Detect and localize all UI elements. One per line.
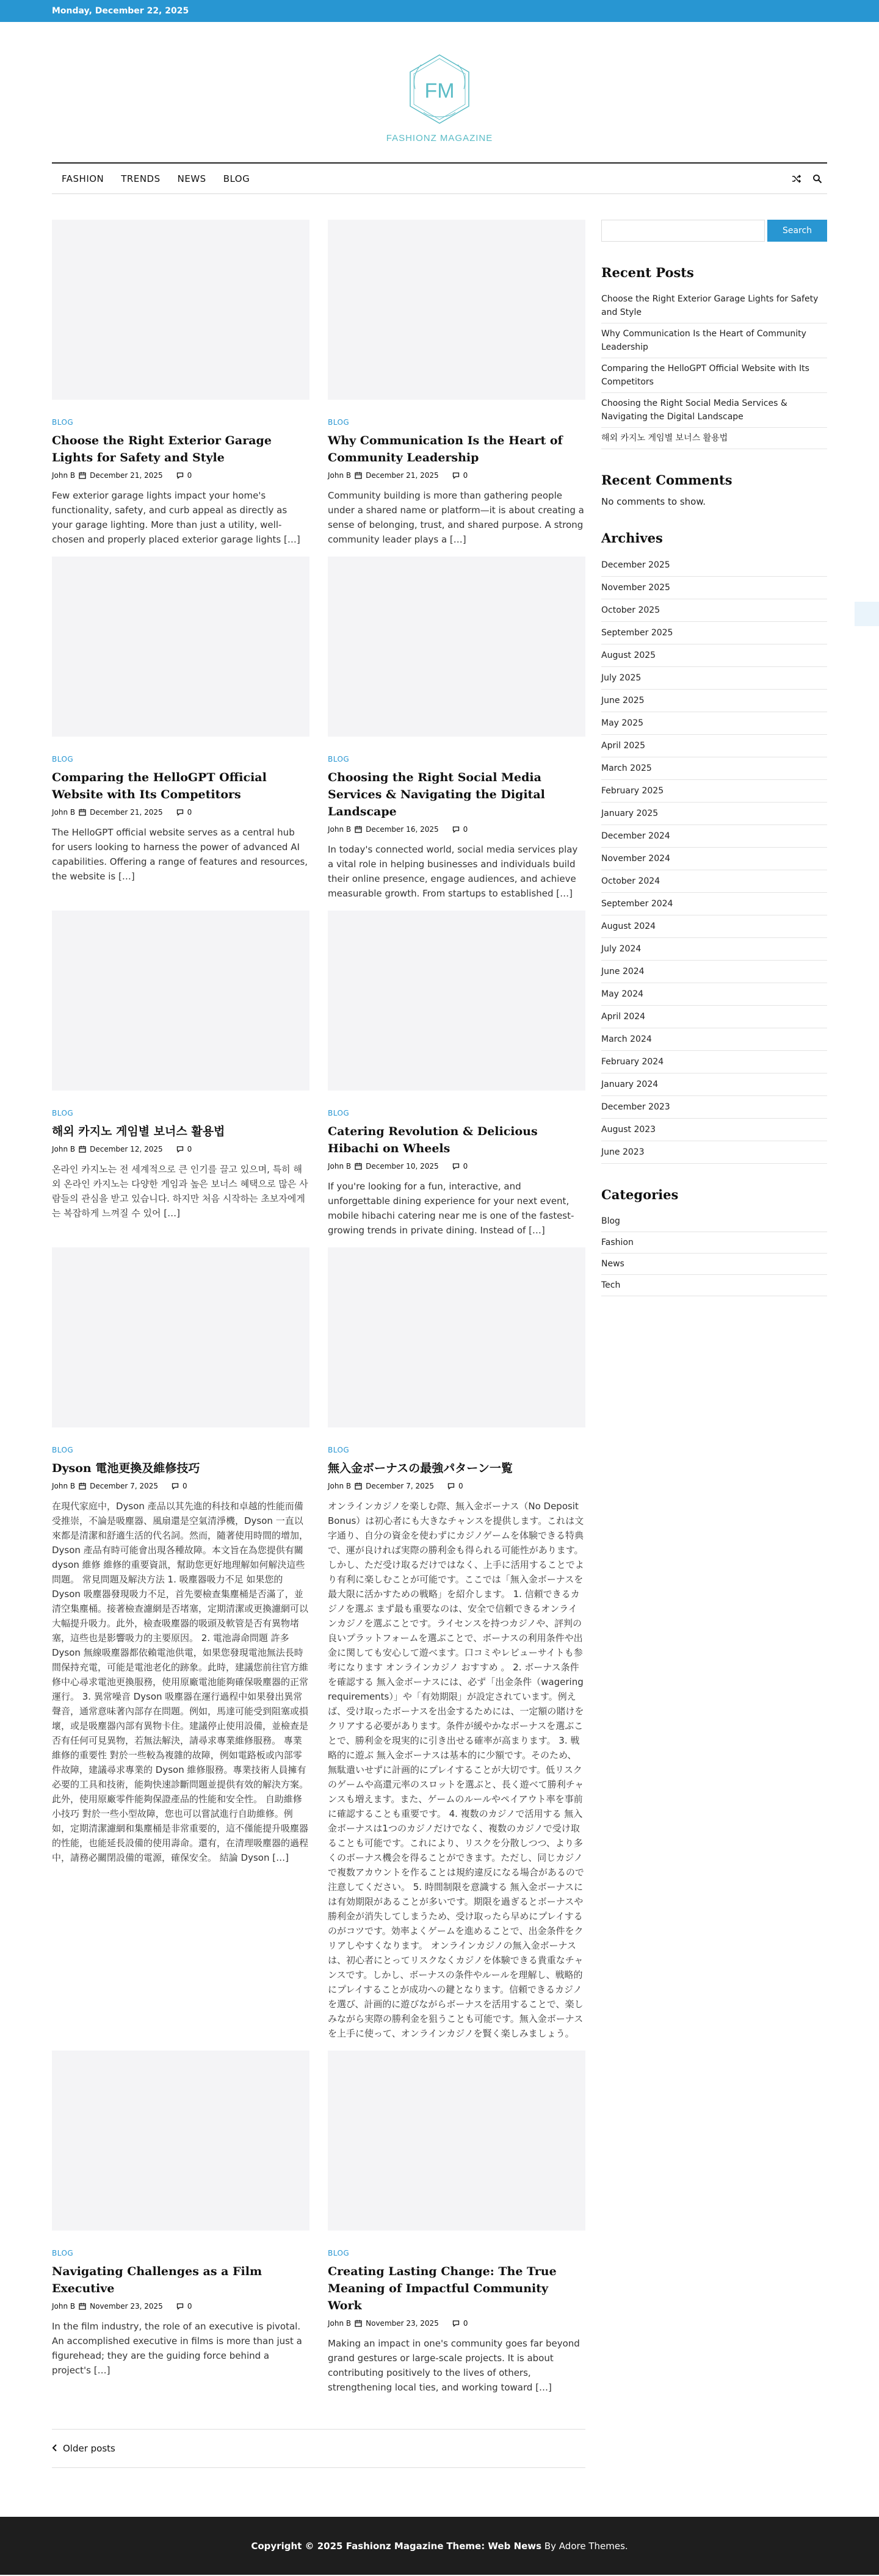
comment-icon bbox=[172, 1482, 179, 1490]
logo-emblem-icon bbox=[397, 46, 482, 132]
categories-widget bbox=[601, 1187, 827, 1296]
archive-link[interactable]: June 2025 bbox=[601, 690, 827, 712]
calendar-icon bbox=[355, 826, 362, 833]
category-link[interactable]: Fashion bbox=[601, 1232, 827, 1254]
post-title[interactable]: Why Communication Is the Heart of Community Leadership bbox=[328, 434, 563, 464]
recent-posts-widget bbox=[601, 265, 827, 449]
scroll-side-tab[interactable] bbox=[855, 602, 879, 626]
archive-link[interactable]: September 2024 bbox=[601, 893, 827, 915]
post-comment-count[interactable]: 0 bbox=[458, 1482, 463, 1490]
post-thumbnail[interactable] bbox=[328, 911, 585, 1091]
logo-monogram: FM bbox=[424, 79, 455, 103]
post-comment-count[interactable]: 0 bbox=[463, 825, 468, 834]
post-excerpt: 在現代家庭中，Dyson 產品以其先進的科技和卓越的性能而備受推崇，不論是吸塵器、風扇還是空氣清淨機，Dyson 一直以來都是清潔和舒適生活的代名詞。然而，隨著使用時間的增加，Dyson 產品有時可能會出現各種故障。本文旨在為您提供有關 dyson 維修 維修的重要資訊，幫助您更好地理解如何解決這些問題。 常見問題及解決方法 1. 吸塵器吸力不足 如果您的 Dyson 吸塵器發現吸力不足，首先要檢查集塵桶是否滿了，並清空集塵桶。接著檢查濾網是否堵塞，定期清潔或更換濾網可以大幅提升吸力。此外，檢查吸塵器的吸頭及軟管是否有異物堵塞，這些也是影響吸力的主要原因。 2. 電池壽命問題 許多 Dyson 無線吸塵器都依賴電池供電，如果您發現電池無法長時間保持充電，可能是電池老化的跡象。此時，建議您前往官方維修中心尋求電池更換服務，使用原廠電池能夠確保吸塵器的正常運行。 3. 異常噪音 Dyson 吸塵器在運行過程中如果發出異常聲音，通常意味著內部存在問題。例如，馬達可能受到阻塞或損壞，或是吸塵器內部有異物卡住。建議停止使用設備，並檢查是否有任何可見異物，若無法解決，請尋求專業維修服務。 專業維修的重要性 對於一些較為複雜的故障，例如電路板或內部零件故障，建議尋求專業的 Dyson 維修服務。專業技術人員擁有必要的工具和技術，能夠快速診斷問題並提供有效的解決方案。此外，使用原廠零件能夠保證產品的性能和安全性。 自助維修小技巧 對於一些小型故障，您也可以嘗試進行自助維修。例如，定期清潔濾網和集塵桶是非常重要的，這不僅能提升吸塵器的性能，也能延長設備的使用壽命。還有，在清理吸塵器的過程中，請務必關閉設備的電源，確保安全。 結論 Dyson […] bbox=[52, 1501, 309, 1863]
widget-title: Categories bbox=[601, 1187, 679, 1202]
post-date[interactable]: December 7, 2025 bbox=[90, 1482, 158, 1490]
post-author[interactable]: John B bbox=[328, 2319, 352, 2328]
comment-icon bbox=[452, 2320, 460, 2327]
footer-copyright: Copyright © 2025 Fashionz Magazine bbox=[251, 2540, 444, 2552]
top-bar bbox=[0, 0, 879, 22]
post-excerpt: Community building is more than gathering people under a shared name or platform—it is about creating a sense of belonging, trust, and shared purpose. A strong community leader plays a […] bbox=[328, 490, 584, 545]
post-category[interactable]: BLOG bbox=[328, 1109, 350, 1117]
post-meta bbox=[328, 1482, 585, 1490]
post-author[interactable]: John B bbox=[52, 1145, 76, 1153]
post-meta bbox=[328, 471, 585, 480]
post-title[interactable]: 無入金ボーナスの最強パターン一覧 bbox=[328, 1462, 513, 1475]
archive-link[interactable]: January 2025 bbox=[601, 803, 827, 825]
post-meta bbox=[52, 808, 309, 817]
footer-theme-label[interactable]: Theme: Web News bbox=[446, 2540, 542, 2552]
post-thumbnail[interactable] bbox=[328, 1247, 585, 1427]
post-thumbnail[interactable] bbox=[52, 1247, 309, 1427]
comment-icon bbox=[452, 1163, 460, 1170]
post-date[interactable]: December 7, 2025 bbox=[366, 1482, 434, 1490]
post-title[interactable]: Catering Revolution & Delicious Hibachi on Wheels bbox=[328, 1125, 538, 1155]
calendar-icon bbox=[355, 2320, 362, 2327]
archive-link[interactable]: April 2025 bbox=[601, 735, 827, 757]
post-title[interactable]: Creating Lasting Change: The True Meaning of Impactful Community Work bbox=[328, 2265, 557, 2312]
post-excerpt: The HelloGPT official website serves as a central hub for users looking to harness the power of advanced AI capabilities. Offering a range of features and resources, the website is […] bbox=[52, 827, 308, 882]
post-excerpt: Few exterior garage lights impact your home's functionality, safety, and curb appeal as directly as your garage lighting. More than just a utility, well-chosen and properly placed exterior garage lights […] bbox=[52, 490, 300, 545]
shuffle-icon[interactable] bbox=[792, 174, 801, 184]
post-card bbox=[328, 911, 585, 1238]
post-meta bbox=[52, 471, 309, 480]
post-date[interactable]: November 23, 2025 bbox=[90, 2302, 163, 2311]
post-title[interactable]: Navigating Challenges as a Film Executive bbox=[52, 2265, 262, 2295]
calendar-icon bbox=[79, 2303, 86, 2310]
archive-link[interactable]: August 2023 bbox=[601, 1119, 827, 1141]
post-comment-count[interactable]: 0 bbox=[463, 471, 468, 480]
post-comment-count[interactable]: 0 bbox=[463, 1162, 468, 1171]
archive-link[interactable]: November 2024 bbox=[601, 848, 827, 870]
post-title[interactable]: Dyson 電池更換及維修技巧 bbox=[52, 1462, 200, 1475]
widget-title: Recent Comments bbox=[601, 472, 733, 488]
footer-by-label[interactable]: By Adore Themes. bbox=[544, 2540, 628, 2552]
recent-comments-widget bbox=[601, 472, 827, 507]
post-excerpt: If you're looking for a fun, interactive, and unforgettable dining experience for your next event, mobile hibachi catering near me is one of the fastest-growing trends in private dining. Instead of […] bbox=[328, 1181, 574, 1236]
calendar-icon bbox=[79, 1145, 86, 1153]
post-author[interactable]: John B bbox=[52, 471, 76, 480]
post-meta bbox=[328, 2319, 585, 2328]
post-author[interactable]: John B bbox=[328, 1482, 352, 1490]
main-navigation bbox=[52, 162, 827, 194]
post-date[interactable]: December 10, 2025 bbox=[366, 1162, 439, 1171]
comment-icon bbox=[452, 472, 460, 479]
category-link[interactable]: Blog bbox=[601, 1211, 827, 1232]
recent-post-link[interactable]: Why Communication Is the Heart of Community Leadership bbox=[601, 323, 827, 358]
archive-link[interactable]: December 2025 bbox=[601, 554, 827, 577]
post-thumbnail[interactable] bbox=[52, 2051, 309, 2231]
post-card bbox=[52, 911, 309, 1238]
post-author[interactable]: John B bbox=[52, 1482, 76, 1490]
older-posts-link[interactable] bbox=[52, 2429, 585, 2468]
post-meta bbox=[52, 1482, 309, 1490]
archive-link[interactable]: June 2023 bbox=[601, 1141, 827, 1164]
calendar-icon bbox=[355, 472, 362, 479]
calendar-icon bbox=[355, 1163, 362, 1170]
archive-link[interactable]: October 2025 bbox=[601, 599, 827, 622]
post-category[interactable]: BLOG bbox=[52, 2249, 74, 2257]
archive-link[interactable]: January 2024 bbox=[601, 1073, 827, 1096]
archive-link[interactable]: July 2024 bbox=[601, 938, 827, 961]
site-footer bbox=[0, 2517, 879, 2575]
current-date: Monday, December 22, 2025 bbox=[52, 6, 189, 16]
search-input[interactable] bbox=[601, 220, 765, 242]
post-card bbox=[328, 2051, 585, 2395]
post-date[interactable]: December 21, 2025 bbox=[90, 471, 163, 480]
archive-link[interactable]: March 2025 bbox=[601, 757, 827, 780]
recent-post-link[interactable]: 해외 카지노 게임별 보너스 활용법 bbox=[601, 428, 827, 449]
post-author[interactable]: John B bbox=[52, 808, 76, 817]
widget-title: Archives bbox=[601, 530, 663, 546]
post-comment-count[interactable]: 0 bbox=[187, 808, 192, 817]
comment-icon bbox=[447, 1482, 455, 1490]
comment-icon bbox=[452, 826, 460, 833]
search-button[interactable]: Search bbox=[767, 220, 827, 242]
archive-link[interactable]: August 2024 bbox=[601, 915, 827, 938]
post-card bbox=[328, 1247, 585, 2041]
nav-item-fashion[interactable]: FASHION bbox=[62, 173, 104, 184]
post-card bbox=[328, 557, 585, 901]
post-date[interactable]: December 21, 2025 bbox=[366, 471, 439, 480]
post-thumbnail[interactable] bbox=[52, 557, 309, 737]
post-title[interactable]: Choosing the Right Social Media Services & Navigating the Digital Landscape bbox=[328, 771, 545, 818]
archive-link[interactable]: February 2024 bbox=[601, 1051, 827, 1073]
post-comment-count[interactable]: 0 bbox=[463, 2319, 468, 2328]
archive-link[interactable]: March 2024 bbox=[601, 1028, 827, 1051]
search-widget bbox=[601, 220, 827, 242]
post-comment-count[interactable]: 0 bbox=[187, 2302, 192, 2311]
post-thumbnail[interactable] bbox=[52, 911, 309, 1091]
widget-title: Recent Posts bbox=[601, 265, 694, 280]
category-link[interactable]: Tech bbox=[601, 1275, 827, 1296]
post-category[interactable]: BLOG bbox=[52, 755, 74, 763]
search-icon[interactable] bbox=[812, 174, 822, 184]
post-excerpt: In today's connected world, social media services play a vital role in helping businesses and individuals build their online presence, engage audiences, and achieve measurable growth. From startups to established […] bbox=[328, 844, 578, 899]
post-category[interactable]: BLOG bbox=[52, 418, 74, 427]
post-date[interactable]: December 21, 2025 bbox=[90, 808, 163, 817]
recent-post-link[interactable]: Choose the Right Exterior Garage Lights for Safety and Style bbox=[601, 289, 827, 323]
post-author[interactable]: John B bbox=[52, 2302, 76, 2311]
comment-icon bbox=[176, 2303, 184, 2310]
post-comment-count[interactable]: 0 bbox=[182, 1482, 187, 1490]
archive-link[interactable]: August 2025 bbox=[601, 644, 827, 667]
post-category[interactable]: BLOG bbox=[328, 1446, 350, 1454]
post-thumbnail[interactable] bbox=[328, 2051, 585, 2231]
nav-menu bbox=[52, 173, 258, 184]
archive-link[interactable]: November 2025 bbox=[601, 577, 827, 599]
site-logo[interactable] bbox=[397, 46, 482, 132]
archive-link[interactable]: April 2024 bbox=[601, 1006, 827, 1028]
comment-icon bbox=[176, 809, 184, 816]
post-excerpt: Making an impact in one's community goes far beyond grand gestures or large-scale projects. It is about contributing positively to the lives of others, strengthening local ties, and working toward […] bbox=[328, 2338, 580, 2393]
post-meta bbox=[328, 825, 585, 834]
post-thumbnail[interactable] bbox=[52, 220, 309, 400]
recent-post-link[interactable]: Comparing the HelloGPT Official Website with Its Competitors bbox=[601, 358, 827, 393]
nav-item-blog[interactable]: BLOG bbox=[223, 173, 250, 184]
post-author[interactable]: John B bbox=[328, 1162, 352, 1171]
post-meta bbox=[328, 1162, 585, 1171]
post-title[interactable]: 해외 카지노 게임별 보너스 활용법 bbox=[52, 1125, 225, 1138]
site-title[interactable]: FASHIONZ MAGAZINE bbox=[386, 133, 493, 143]
calendar-icon bbox=[79, 809, 86, 816]
archive-link[interactable]: September 2025 bbox=[601, 622, 827, 644]
post-date[interactable]: December 16, 2025 bbox=[366, 825, 439, 834]
post-comment-count[interactable]: 0 bbox=[187, 1145, 192, 1153]
post-excerpt: 온라인 카지노는 전 세계적으로 큰 인기를 끌고 있으며, 특히 해외 온라인 카지노는 다양한 게임과 높은 보너스 혜택으로 많은 사람들의 관심을 받고 있습니다. 하지만 처음 시작하는 초보자에게는 복잡하게 느껴질 수 있어 […] bbox=[52, 1164, 308, 1219]
archive-link[interactable]: December 2024 bbox=[601, 825, 827, 848]
post-excerpt: オンラインカジノを楽しむ際、無入金ボーナス（No Deposit Bonus）は初心者にも大きなチャンスを提供します。これは文字通り、自分の資金を使わずにカジノゲームを体験できる特典で、運が良ければ実際の勝利金も得られる可能性があります。しかし、ただ受け取るだけではなく、上手に活用することでより有利に楽しむことが可能です。ここでは「無入金ボーナスを最大限に活かすための戦略」を紹介します。 1. 信頼できるカジノを選ぶ まず最も重要なのは、安全で信頼できるオンラインカジノを選ぶことです。ライセンスを持つカジノや、評判の良いプラットフォームを選ぶことで、ボーナスの利用条件や出金に関しても安心して遊べます。口コミやレビューサイトも参考になります オンラインカジノ おすすめ 。 2. ボーナス条件を確認する 無入金ボーナスには、必ず「出金条件（wagering requirements）」や「有効期限」が設定されています。例えば、受け取ったボーナスを出金するためには、一定額の賭けをクリアする必要があります。条件が緩やかなボーナスを選ぶことで、勝利金を現実的に引き出せる確率が高まります。 3. 戦略的に遊ぶ 無入金ボーナスは基本的に少額です。そのため、無駄遣いせずに計画的にプレイすることが大切です。低リスクのゲームや高還元率のスロットを選ぶと、長く遊べて勝利チャンスも増えます。また、ゲームのルールやペイアウト率を事前に確認することも重要です。 4. 複数のカジノで活用する 無入金ボーナスは1つのカジノだけでなく、複数のカジノで受け取ることも可能です。これにより、リスクを分散しつつ、より多くのボーナス機会を得ることができます。ただし、同じカジノで複数アカウントを作ることは規約違反になる場合があるので注意してください。 5. 時間制限を意識する 無入金ボーナスには有効期限があることが多いです。期限を過ぎるとボーナスや勝利金が消失してしまうため、受け取ったら早めにプレイするのがコツです。効率よくゲームを進めることで、出金条件をクリアしやすくなります。 オンラインカジノの無入金ボーナスは、初心者にとってリスクなくカジノを体験できる貴重なチャンスです。しかし、ボーナスの条件やルールを理解し、戦略的にプレイすることが成功への鍵となります。信頼できるカジノを選び、計画的に遊びながらボーナスを活用することで、楽しみながら実際の勝利金を狙うことも可能です。無入金ボーナスを上手に使って、オンラインカジノを賢く楽しみましょう。 bbox=[328, 1501, 584, 2039]
post-author[interactable]: John B bbox=[328, 825, 352, 834]
post-thumbnail[interactable] bbox=[328, 220, 585, 400]
post-category[interactable]: BLOG bbox=[328, 2249, 350, 2257]
post-card bbox=[52, 557, 309, 901]
post-thumbnail[interactable] bbox=[328, 557, 585, 737]
sidebar bbox=[601, 220, 827, 2468]
no-comments-text: No comments to show. bbox=[601, 496, 706, 507]
archive-link[interactable]: May 2025 bbox=[601, 712, 827, 735]
post-title[interactable]: Comparing the HelloGPT Official Website with Its Competitors bbox=[52, 771, 267, 801]
calendar-icon bbox=[355, 1482, 362, 1490]
nav-item-trends[interactable]: TRENDS bbox=[121, 173, 161, 184]
post-category[interactable]: BLOG bbox=[52, 1446, 74, 1454]
post-excerpt: In the film industry, the role of an executive is pivotal. An accomplished executive in films is more than just a figurehead; they are the guiding force behind a project's […] bbox=[52, 2321, 302, 2376]
post-date[interactable]: December 12, 2025 bbox=[90, 1145, 163, 1153]
nav-icons bbox=[792, 174, 827, 184]
archive-link[interactable]: October 2024 bbox=[601, 870, 827, 893]
category-link[interactable]: News bbox=[601, 1254, 827, 1275]
older-posts-label: Older posts bbox=[63, 2443, 115, 2454]
main-content bbox=[52, 220, 585, 2468]
post-card bbox=[52, 2051, 309, 2395]
post-card bbox=[52, 220, 309, 547]
calendar-icon bbox=[79, 1482, 86, 1490]
post-category[interactable]: BLOG bbox=[52, 1109, 74, 1117]
post-comment-count[interactable]: 0 bbox=[187, 471, 192, 480]
post-card bbox=[52, 1247, 309, 2041]
archive-link[interactable]: December 2023 bbox=[601, 1096, 827, 1119]
archives-widget bbox=[601, 530, 827, 1164]
post-category[interactable]: BLOG bbox=[328, 755, 350, 763]
archive-link[interactable]: June 2024 bbox=[601, 961, 827, 983]
post-date[interactable]: November 23, 2025 bbox=[366, 2319, 439, 2328]
content-layout bbox=[52, 194, 827, 2468]
site-branding bbox=[0, 22, 879, 162]
post-author[interactable]: John B bbox=[328, 471, 352, 480]
archive-link[interactable]: May 2024 bbox=[601, 983, 827, 1006]
post-meta bbox=[52, 1145, 309, 1153]
post-grid bbox=[52, 220, 585, 2405]
chevron-left-icon bbox=[52, 2443, 58, 2454]
post-title[interactable]: Choose the Right Exterior Garage Lights for Safety and Style bbox=[52, 434, 272, 464]
post-meta bbox=[52, 2302, 309, 2311]
post-category[interactable]: BLOG bbox=[328, 418, 350, 427]
comment-icon bbox=[176, 472, 184, 479]
archive-link[interactable]: July 2025 bbox=[601, 667, 827, 690]
nav-item-news[interactable]: NEWS bbox=[177, 173, 206, 184]
archive-link[interactable]: February 2025 bbox=[601, 780, 827, 803]
calendar-icon bbox=[79, 472, 86, 479]
recent-post-link[interactable]: Choosing the Right Social Media Services & Navigating the Digital Landscape bbox=[601, 393, 827, 428]
comment-icon bbox=[176, 1145, 184, 1153]
post-card bbox=[328, 220, 585, 547]
